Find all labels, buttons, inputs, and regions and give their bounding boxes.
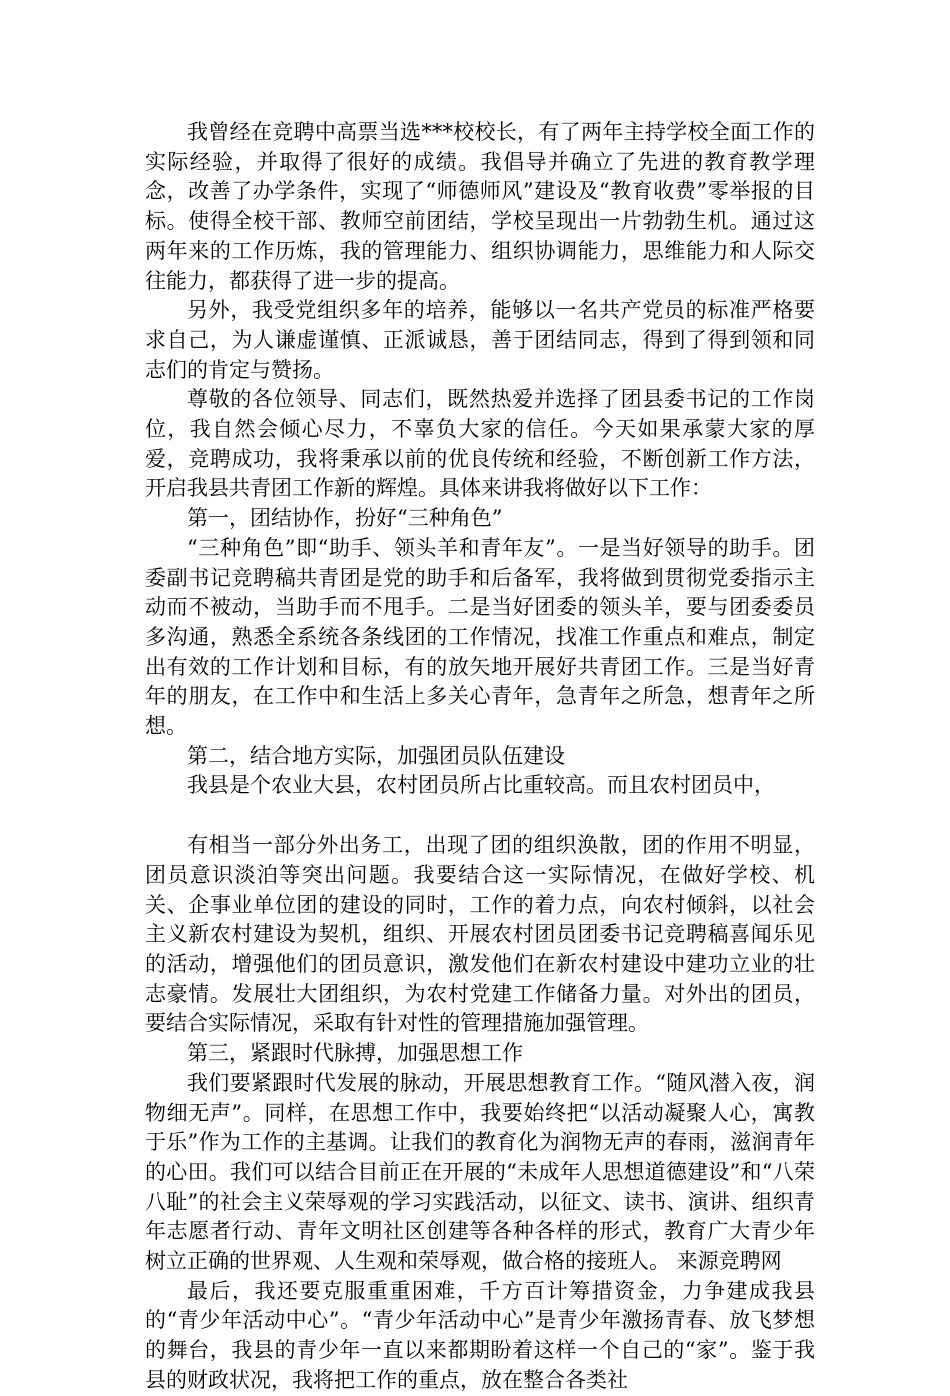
paragraph-experience: 我曾经在竞聘中高票当选***校校长，有了两年主持学校全面工作的实际经验，并取得了很好的成绩。我倡导并确立了先进的教育教学理念，改善了办学条件，实现了“师德师风”建设及“教育收费”零举报的目标。使得全校干部、教师空前团结，学校呈现出一片勃勃生机。通过这两年来的工作历炼，我的管理能力、组织协调能力，思维能力和人际交往能力，都获得了进一步的提高。 [145, 120, 815, 293]
paragraph-commitment: 尊敬的各位领导、同志们，既然热爱并选择了团县委书记的工作岗位，我自然会倾心尽力，不辜负大家的信任。今天如果承蒙大家的厚爱，竞聘成功，我将秉承以前的优良传统和经验，不断创新工作方法，开启我县共青团工作新的辉煌。具体来讲我将做好以下工作： [145, 387, 815, 501]
paragraph-rural-members-continued: 有相当一部分外出务工，出现了团的组织涣散，团的作用不明显，团员意识淡泊等突出问题。我要结合这一实际情况，在做好学校、机关、企事业单位团的建设的同时，工作的着力点，向农村倾斜，以社会主义新农村建设为契机，组织、开展农村团员团委书记竞聘稿喜闻乐见的活动，增强他们的团员意识，激发他们在新农村建设中建功立业的壮志豪情。发展壮大团组织，为农村党建工作储备力量。对外出的团员，要结合实际情况，采取有针对性的管理措施加强管理。 [145, 833, 815, 1036]
document-body [145, 118, 815, 1396]
heading-second-point: 第二，结合地方实际，加强团员队伍建设 [187, 743, 565, 768]
heading-third-point: 第三，紧跟时代脉搏，加强思想工作 [187, 1041, 523, 1066]
paragraph-ideological-work: 我们要紧跟时代发展的脉动，开展思想教育工作。“随风潜入夜，润物细无声”。同样，在思想工作中，我要始终把“以活动凝聚人心，寓教于乐”作为工作的主基调。让我们的教育化为润物无声的春雨，滋润青年的心田。我们可以结合目前正在开展的“未成年人思想道德建设”和“八荣八耻”的社会主义荣辱观的学习实践活动，以征文、读书、演讲、组织青年志愿者行动、青年文明社区创建等各种各样的形式，教育广大青少年树立正确的世界观、人生观和荣辱观，做合格的接班人。 来源竞聘网 [145, 1070, 815, 1274]
paragraph-youth-center: 最后，我还要克服重重困难，千方百计筹措资金，力争建成我县的“青少年活动中心”。“青少年活动中心”是青少年激扬青春、放飞梦想的舞台，我县的青少年一直以来都期盼着这样一个自己的“家”。鉴于我县的财政状况，我将把工作的重点，放在整合各类社 [145, 1278, 815, 1392]
paragraph-party-member: 另外，我受党组织多年的培养，能够以一名共产党员的标准严格要求自己，为人谦虚谨慎、正派诚恳，善于团结同志，得到了得到领和同志们的肯定与赞扬。 [145, 298, 815, 382]
paragraph-rural-members: 我县是个农业大县，农村团员所占比重较高。而且农村团员中， [187, 773, 775, 798]
heading-first-point: 第一，团结协作，扮好“三种角色” [187, 506, 503, 531]
paragraph-three-roles: “三种角色”即“助手、领头羊和青年友”。一是当好领导的助手。团委副书记竞聘稿共青团是党的助手和后备军，我将做到贯彻党委指示主动而不被动，当助手而不甩手。二是当好团委的领头羊，要与团委委员多沟通，熟悉全系统各条线团的工作情况，找准工作重点和难点，制定出有效的工作计划和目标，有的放矢地开展好共青团工作。三是当好青年的朋友，在工作中和生活上多关心青年，急青年之所急，想青年之所想。 [145, 535, 815, 739]
